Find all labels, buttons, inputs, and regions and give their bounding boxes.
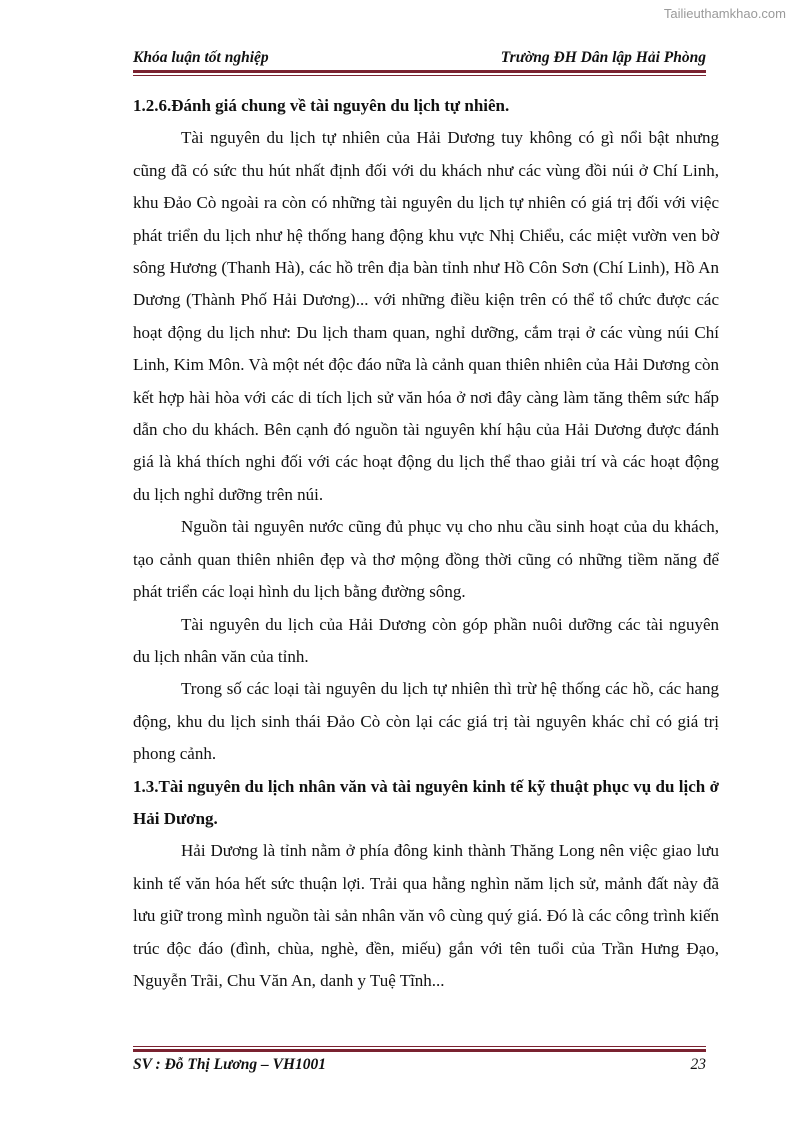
- paragraph: Hải Dương là tỉnh nằm ở phía đông kinh thành Thăng Long nên việc giao lưu kinh tế văn hóa hết sức thuận lợi. Trải qua hằng nghìn năm lịch sử, mảnh đất này đã lưu giữ trong mình nguồn tài sản nhân văn vô cùng quý giá. Đó là các công trình kiến trúc độc đáo (đình, chùa, nghè, đền, miếu) gắn với tên tuổi của Trần Hưng Đạo, Nguyễn Trãi, Chu Văn An, danh y Tuệ Tĩnh...: [133, 841, 719, 990]
- watermark: Tailieuthamkhao.com: [663, 6, 786, 21]
- header-thesis-label: Khóa luận tốt nghiệp: [133, 49, 269, 66]
- paragraph: Tài nguyên du lịch tự nhiên của Hải Dương tuy không có gì nổi bật nhưng cũng đã có sức thu hút nhất định đối với du khách như các vùng đồi núi ở Chí Linh, khu Đảo Cò ngoài ra còn có những tài nguyên du lịch tự nhiên có giá trị đối với việc phát triển du lịch như hệ thống hang động khu vực Nhị Chiểu, các miệt vườn ven bờ sông Hương (Thanh Hà), các hồ trên địa bàn tỉnh như Hồ Côn Sơn (Chí Linh), Hồ An Dương (Thành Phố Hải Dương)... với những điều kiện trên có thể tổ chức được các hoạt động du lịch như: Du lịch tham quan, nghỉ dưỡng, cắm trại ở các vùng núi Chí Linh, Kim Môn. Và một nét độc đáo nữa là cảnh quan thiên nhiên của Hải Dương còn kết hợp hài hòa với các di tích lịch sử văn hóa ở nơi đây càng làm tăng thêm sức hấp dẫn cho du khách. Bên cạnh đó nguồn tài nguyên khí hậu của Hải Dương được đánh giá là khá thích nghi đối với các hoạt động du lịch thể thao giải trí và các hoạt động du lịch nghỉ dưỡng trên núi.: [133, 128, 719, 504]
- footer-rule-thin: [133, 1046, 706, 1047]
- paragraph: Trong số các loại tài nguyên du lịch tự nhiên thì trừ hệ thống các hồ, các hang động, khu du lịch sinh thái Đảo Cò còn lại các giá trị tài nguyên khác chỉ có giá trị phong cảnh.: [133, 679, 719, 764]
- page-number: 23: [690, 1056, 706, 1073]
- footer-author: SV : Đỗ Thị Lương – VH1001: [133, 1056, 327, 1073]
- page-body: [133, 90, 719, 997]
- paragraph: Tài nguyên du lịch của Hải Dương còn góp phần nuôi dưỡng các tài nguyên du lịch nhân văn của tỉnh.: [133, 614, 719, 666]
- page-header: [133, 47, 706, 69]
- paragraph: Nguồn tài nguyên nước cũng đủ phục vụ cho nhu cầu sinh hoạt của du khách, tạo cảnh quan thiên nhiên đẹp và thơ mộng đồng thời cũng có những tiềm năng để phát triển các loại hình du lịch bằng đường sông.: [133, 517, 719, 602]
- footer-rule-thick: [133, 1049, 706, 1052]
- header-university-label: Trường ĐH Dân lập Hải Phòng: [500, 49, 706, 66]
- header-rule-thick: [133, 70, 706, 73]
- header-rule-thin: [133, 75, 706, 76]
- section-heading-1-2-6: 1.2.6.Đánh giá chung về tài nguyên du lịch tự nhiên.: [133, 96, 510, 115]
- section-heading-1-3: 1.3.Tài nguyên du lịch nhân văn và tài nguyên kinh tế kỹ thuật phục vụ du lịch ở Hải Dương.: [133, 776, 719, 828]
